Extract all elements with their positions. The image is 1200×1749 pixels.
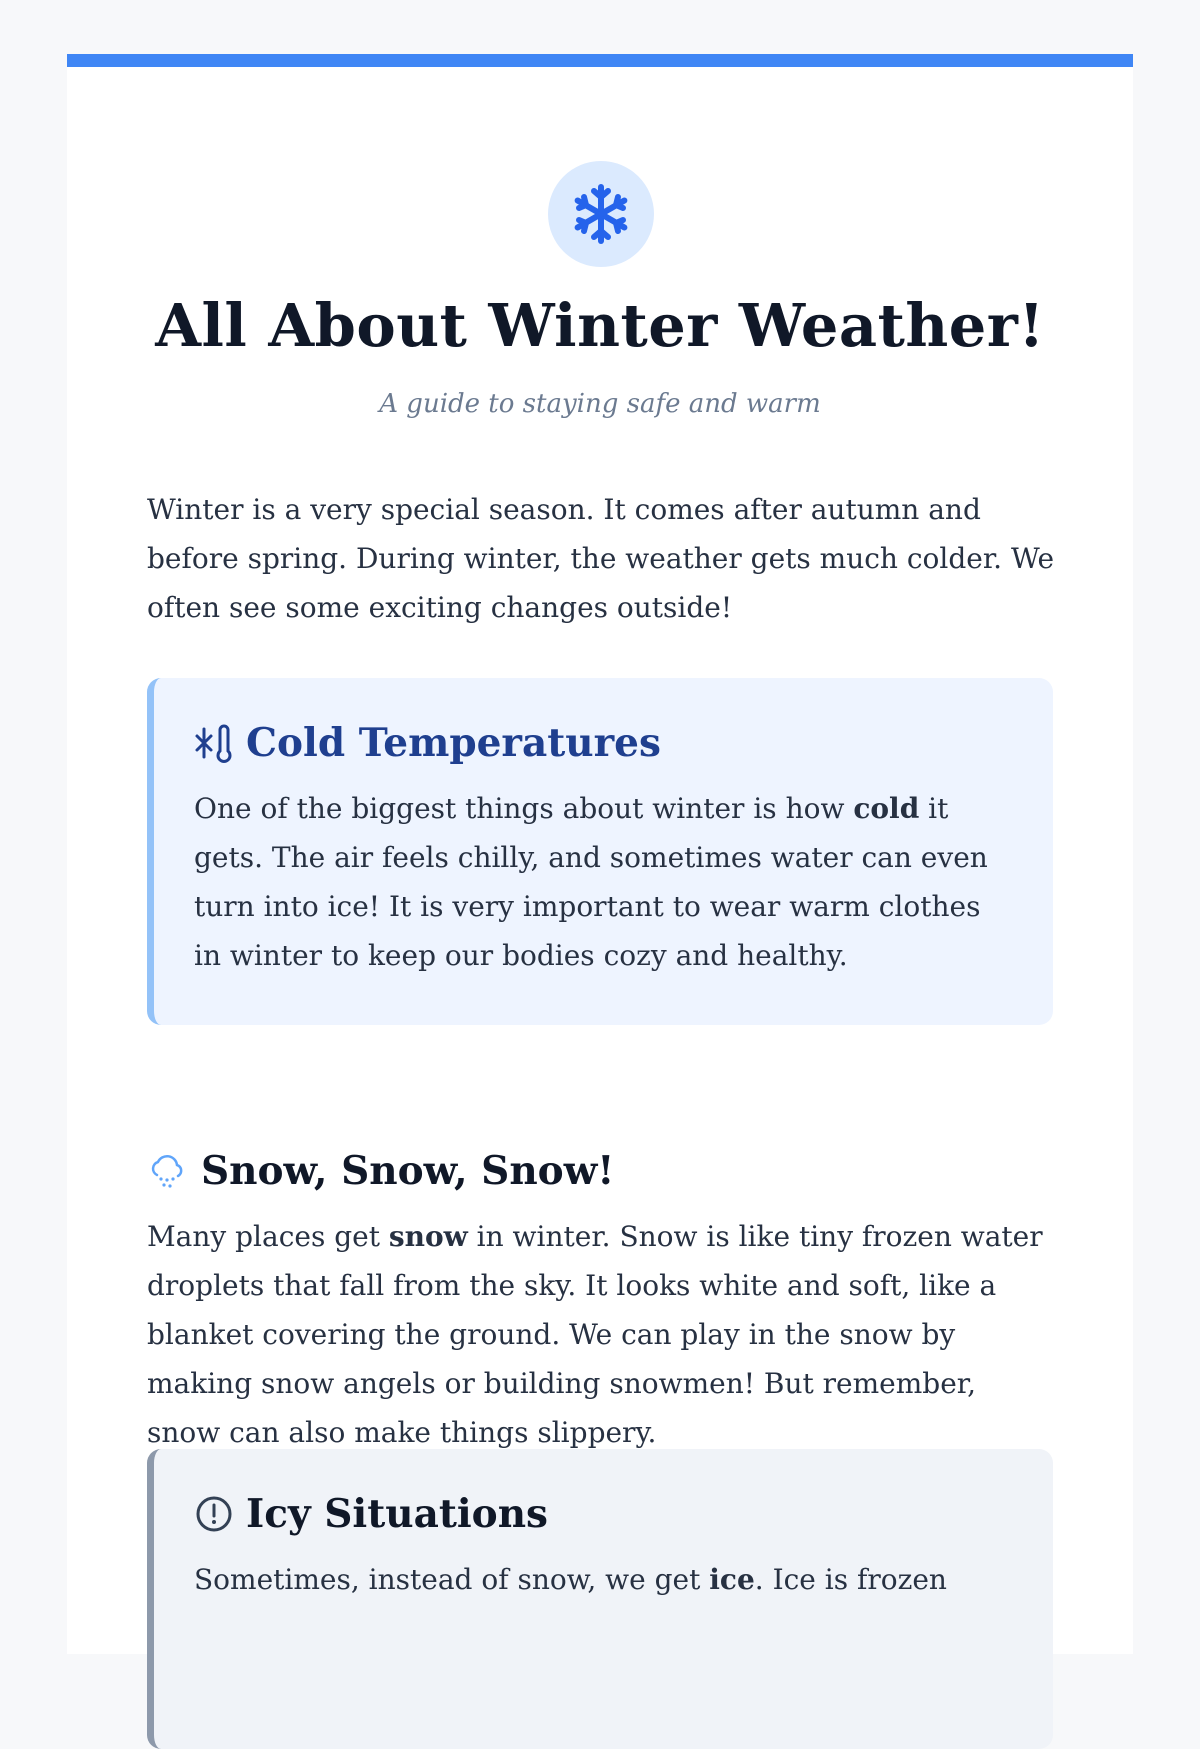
page-subtitle: A guide to staying safe and warm <box>379 389 821 419</box>
snow-text-after: in winter. Snow is like tiny frozen water droplets that fall from the sky. It looks white and soft, like a blanket covering the ground. We can play in the snow by making snow angels or building snowmen! But remember, snow can also make things slippery. <box>147 1220 1043 1449</box>
ice-text-after: . Ice is frozen <box>754 1563 947 1596</box>
hero-icon-badge <box>548 161 654 267</box>
ice-heading-row <box>194 1489 1013 1539</box>
intro-paragraph: Winter is a very special season. It comes after autumn and before spring. During winter, the weather gets much colder. We often see some exciting changes outside! <box>147 493 1055 624</box>
page-title: All About Winter Weather! <box>155 291 1045 360</box>
cold-paragraph <box>194 784 1013 980</box>
icy-situations-callout <box>147 1449 1053 1749</box>
snow-bold-word: snow <box>388 1220 468 1253</box>
ice-heading: Icy Situations <box>246 1491 549 1537</box>
ice-paragraph <box>194 1555 1013 1604</box>
snowflake-icon <box>569 182 633 246</box>
cloud-snow-icon <box>147 1151 187 1191</box>
ice-bold-word: ice <box>709 1563 755 1596</box>
cold-text-before: One of the biggest things about winter is how <box>194 792 854 825</box>
snow-heading: Snow, Snow, Snow! <box>201 1148 615 1194</box>
snow-heading-row <box>147 1146 1053 1196</box>
cold-heading-row <box>194 718 1013 768</box>
cold-heading: Cold Temperatures <box>246 720 661 766</box>
snow-paragraph <box>147 1212 1053 1457</box>
alert-circle-icon <box>194 1494 234 1534</box>
thermometer-snowflake-icon <box>194 723 234 763</box>
snow-text-before: Many places get <box>147 1220 389 1253</box>
cold-bold-word: cold <box>853 792 920 825</box>
cold-text-after: it gets. The air feels chilly, and sometimes water can even turn into ice! It is very important to wear warm clothes in winter to keep our bodies cozy and healthy. <box>194 792 988 972</box>
ice-text-before: Sometimes, instead of snow, we get <box>194 1563 710 1596</box>
cold-temperatures-callout <box>147 678 1053 1025</box>
article-card <box>67 54 1133 1654</box>
snow-section <box>147 1146 1053 1457</box>
